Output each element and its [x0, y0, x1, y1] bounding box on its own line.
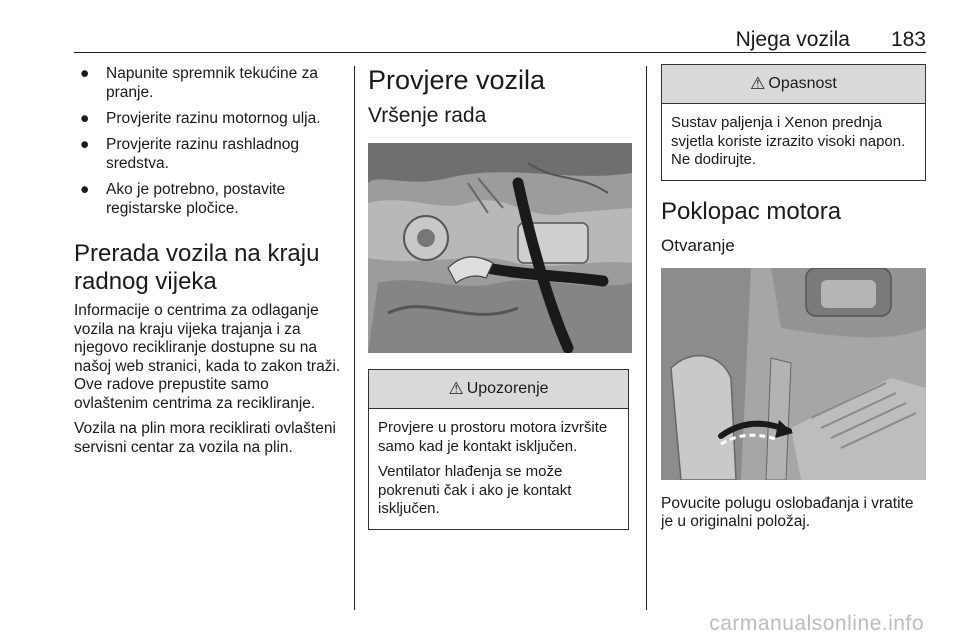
warning-header: [369, 370, 628, 409]
list-item-text: Napunite spremnik tekućine za pranje.: [106, 65, 318, 101]
left-column: [74, 64, 344, 457]
bullet-icon: ●: [80, 136, 90, 153]
list-item: [74, 180, 344, 218]
list-item-text: Ako je potrebno, postavite registarske pločice.: [106, 181, 286, 217]
warning-text: Ventilator hlađenja se može pokrenuti čak i ako je kontakt isključen.: [378, 463, 572, 517]
warning-title: Upozorenje: [466, 380, 549, 397]
engine-bay-illustration-icon: [368, 143, 632, 353]
opening-subheading: Otvaranje: [661, 235, 735, 255]
page-number: 183: [890, 28, 926, 51]
recycling-heading: Prerada vozila na kraju radnog vijeka: [74, 240, 320, 295]
hood-caption: Povucite polugu oslobađanja i vratite je u originalni položaj.: [661, 494, 914, 530]
warning-triangle-icon: ⚠: [448, 379, 464, 398]
watermark: carmanualsonline.info: [709, 612, 924, 635]
checklist: [74, 64, 344, 218]
list-item: [74, 64, 344, 102]
bullet-icon: ●: [80, 110, 90, 127]
warning-box: [368, 369, 629, 530]
right-column: [661, 64, 926, 532]
danger-title: Opasnost: [768, 75, 837, 92]
bullet-icon: ●: [80, 65, 90, 82]
column-divider: [354, 66, 355, 610]
warning-body: [369, 409, 628, 529]
section-title: Njega vozila: [735, 28, 850, 51]
hood-release-lever-illustration-icon: [661, 268, 926, 480]
list-item-text: Provjerite razinu motornog ulja.: [106, 110, 321, 127]
list-item: [74, 135, 344, 173]
list-item-text: Provjerite razinu rashladnog sredstva.: [106, 136, 299, 172]
recycling-paragraph: Informacije o centrima za odlaganje vozila na kraju vijeka trajanja i za njegovo recikliranje dostupne su na našoj web stranici, kada to zakon traži. Ove radove prepustite samo ovlaštenim centrima za recikliranje.: [74, 302, 341, 412]
bullet-icon: ●: [80, 181, 90, 198]
gas-vehicle-paragraph: Vozila na plin mora reciklirati ovlašteni servisni centar za vozila na plin.: [74, 420, 336, 456]
danger-body: [662, 104, 925, 180]
column-divider: [646, 66, 647, 610]
danger-box: [661, 64, 926, 181]
vehicle-checks-heading: Provjere vozila: [368, 65, 546, 95]
warning-text: Provjere u prostoru motora izvršite samo kad je kontakt isključen.: [378, 419, 608, 455]
performing-work-subheading: Vršenje rada: [368, 104, 487, 127]
danger-header: [662, 65, 925, 104]
hood-heading: Poklopac motora: [661, 197, 842, 225]
middle-column: [368, 64, 632, 530]
page-header: [74, 28, 926, 53]
warning-triangle-icon: ⚠: [750, 74, 766, 93]
list-item: [74, 109, 344, 128]
danger-text: Sustav paljenja i Xenon prednja svjetla koriste izrazito visoki napon. Ne dodirujte.: [671, 114, 906, 168]
